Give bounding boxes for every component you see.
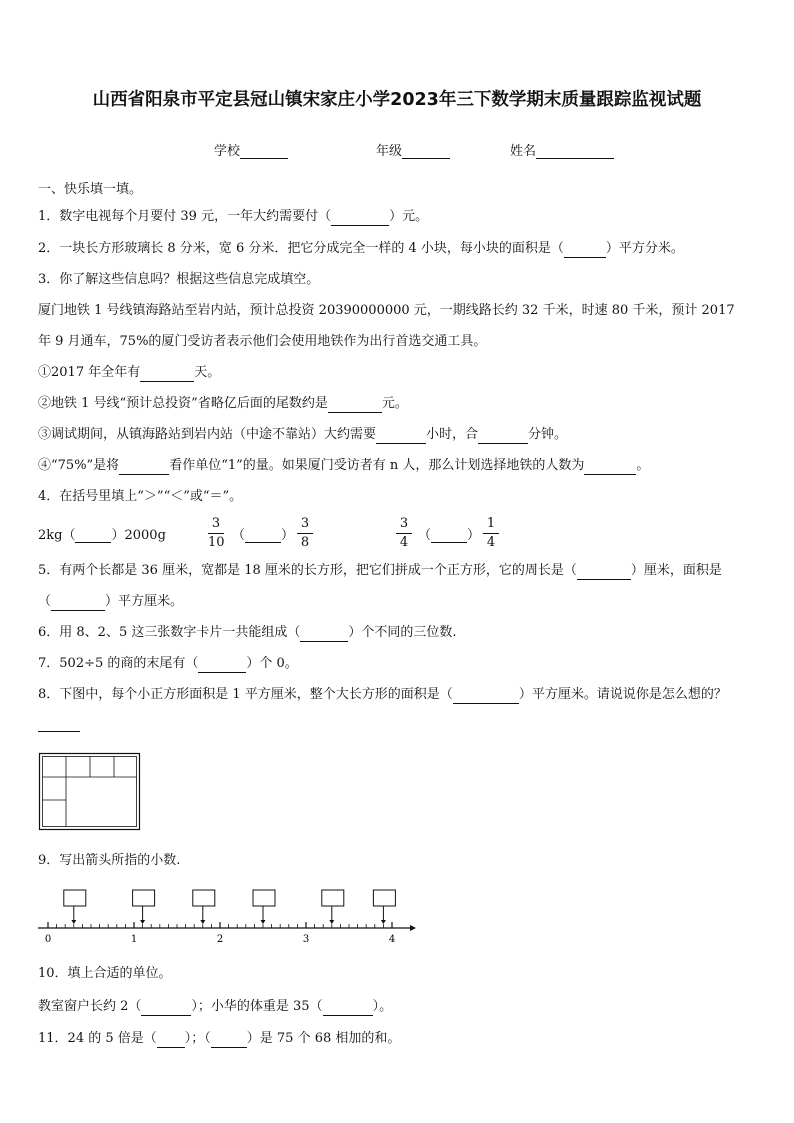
question-10-stem: 10．填上合适的单位。 <box>38 966 172 981</box>
tick-label: 1 <box>130 934 138 945</box>
answer-blank[interactable] <box>431 528 467 543</box>
grade-blank[interactable] <box>402 144 450 159</box>
name-field[interactable] <box>510 140 614 159</box>
question-5: 5．有两个长都是 36 厘米，宽都是 18 厘米的长方形，把它们拼成一个正方形，它的周长是（ ）厘米，面积是 <box>38 563 722 578</box>
answer-blank[interactable] <box>211 1033 247 1048</box>
fraction: 1 4 <box>483 516 499 551</box>
answer-blank[interactable] <box>323 1001 373 1016</box>
answer-blank[interactable] <box>245 528 281 543</box>
section-heading: 一、快乐填一填。 <box>38 182 143 197</box>
compare-fraction-1: （ ） <box>232 528 295 543</box>
fraction: 3 4 <box>396 516 412 551</box>
answer-blank[interactable] <box>141 1001 191 1016</box>
fraction: 3 8 <box>297 516 313 551</box>
question-3-sub-2: ②地铁 1 号线“预计总投资”省略亿后面的尾数约是 元。 <box>38 396 408 411</box>
question-3-stem: 3．你了解这些信息吗？根据这些信息完成填空。 <box>38 272 320 287</box>
name-label: 姓名 <box>510 144 537 159</box>
page-title: 山西省阳泉市平定县冠山镇宋家庄小学2023年三下数学期末质量跟踪监视试题 <box>92 90 702 110</box>
answer-blank[interactable] <box>157 1033 185 1048</box>
question-11: 11．24 的 5 倍是（ ）；（ ）是 75 个 68 相加的和。 <box>38 1031 401 1046</box>
compare-mass: 2kg（ ）2000g <box>38 528 166 543</box>
question-3-sub-4: ④“75%”是将 看作单位“1”的量。如果厦门受访者有 n 人，那么计划选择地铁的人数为 。 <box>38 458 650 473</box>
arrow-down-icon <box>71 920 76 924</box>
arrow-down-icon <box>200 920 205 924</box>
answer-blank[interactable] <box>300 627 348 642</box>
answer-blank[interactable] <box>478 429 528 444</box>
answer-blank[interactable] <box>564 243 606 258</box>
school-field[interactable] <box>214 140 288 159</box>
arrow-down-icon <box>140 920 145 924</box>
school-blank[interactable] <box>240 144 288 159</box>
question-8: 8．下图中，每个小正方形面积是 1 平方厘米，整个大长方形的面积是（ ）平方厘米。请说说你是怎么想的？ <box>38 687 727 702</box>
tick-label: 0 <box>44 934 52 945</box>
question-10: 教室窗户长约 2（ ）；小华的体重是 35（ ）。 <box>38 999 393 1014</box>
tick-label: 3 <box>302 934 310 945</box>
answer-blank[interactable] <box>453 689 519 704</box>
question-4-stem: 4．在括号里填上“＞”“＜”或“＝”。 <box>38 489 243 504</box>
question-3-para-1: 厦门地铁 1 号线镇海路站至岩内站，预计总投资 20390000000 元，一期线路长约 32 千米，时速 80 千米，预计 2017 <box>38 303 735 318</box>
school-label: 学校 <box>214 144 241 159</box>
tick-label: 4 <box>388 934 396 945</box>
answer-box <box>133 890 155 906</box>
answer-blank[interactable] <box>140 367 194 382</box>
answer-blank[interactable] <box>51 596 105 611</box>
compare-fraction-2: （ ） <box>418 528 481 543</box>
name-blank[interactable] <box>536 144 614 159</box>
grade-field[interactable] <box>376 140 450 159</box>
question-9-stem: 9．写出箭头所指的小数. <box>38 853 181 868</box>
arrow-down-icon <box>381 920 386 924</box>
fraction: 3 10 <box>208 516 225 550</box>
arrowhead-icon <box>410 925 416 931</box>
question-1: 1．数字电视每个月要付 39 元，一年大约需要付（ ）元。 <box>38 209 429 224</box>
arrow-down-icon <box>261 920 266 924</box>
number-line-figure <box>38 888 418 948</box>
grid-rectangle-figure <box>38 752 148 832</box>
question-5-cont: （ ）平方厘米。 <box>38 594 184 609</box>
arrow-down-icon <box>329 920 334 924</box>
question-3-sub-1: ①2017 年全年有 天。 <box>38 365 221 380</box>
answer-blank[interactable] <box>75 528 111 543</box>
grade-label: 年级 <box>376 144 403 159</box>
answer-box <box>193 890 215 906</box>
answer-blank[interactable] <box>198 658 246 673</box>
question-3-para-2: 年 9 月通车，75%的厦门受访者表示他们会使用地铁作为出行首选交通工具。 <box>38 334 487 349</box>
answer-blank[interactable] <box>376 429 426 444</box>
question-7: 7．502÷5 的商的末尾有（ ）个 0。 <box>38 656 298 671</box>
question-3-sub-3: ③调试期间，从镇海路站到岩内站（中途不靠站）大约需要 小时，合 分钟。 <box>38 427 568 442</box>
answer-blank[interactable] <box>584 460 636 475</box>
answer-box <box>373 890 395 906</box>
answer-blank[interactable] <box>331 211 389 226</box>
question-2: 2．一块长方形玻璃长 8 分米，宽 6 分米．把它分成完全一样的 4 小块，每小块的面积是（ ）平方分米。 <box>38 241 684 256</box>
answer-box <box>64 890 86 906</box>
answer-box <box>322 890 344 906</box>
answer-box <box>253 890 275 906</box>
question-6: 6．用 8、2、5 这三张数字卡片一共能组成（ ）个不同的三位数. <box>38 625 457 640</box>
answer-line[interactable] <box>38 731 80 732</box>
answer-blank[interactable] <box>328 398 382 413</box>
tick-label: 2 <box>216 934 224 945</box>
answer-blank[interactable] <box>577 565 631 580</box>
answer-blank[interactable] <box>119 460 169 475</box>
